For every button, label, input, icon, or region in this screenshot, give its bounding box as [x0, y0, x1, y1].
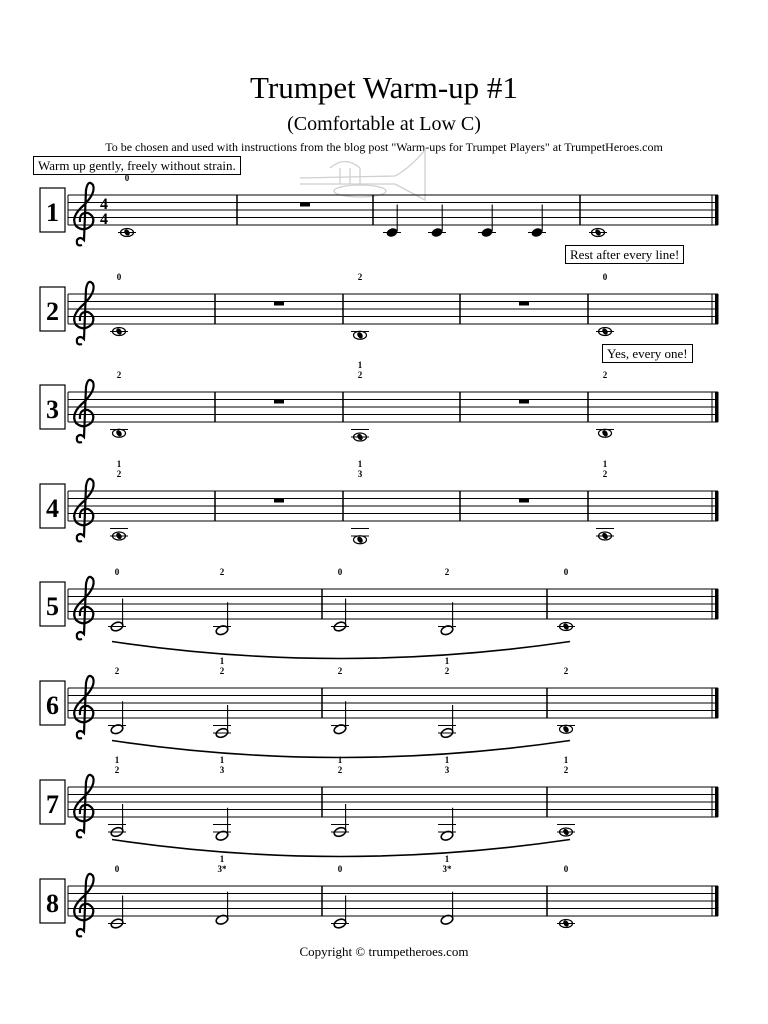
- final-barline-thick: [715, 491, 719, 521]
- fingering-label: 1 2: [116, 459, 122, 479]
- fingering-label: 1 2: [219, 656, 225, 676]
- fingering-label: 2: [116, 370, 122, 380]
- staff-line-4: [40, 459, 719, 544]
- treble-clef-icon: [74, 479, 93, 542]
- fingering-label: 1 2: [357, 360, 363, 380]
- whole-rest: [519, 499, 529, 503]
- line-number: 8: [46, 889, 59, 918]
- whole-note: [113, 429, 126, 437]
- staff-line-7: [40, 755, 719, 857]
- line-number: 7: [46, 790, 59, 819]
- final-barline-thick: [715, 195, 719, 225]
- line-number: 4: [46, 494, 59, 523]
- treble-clef-icon: [74, 676, 93, 739]
- fingering-label: 1 3*: [442, 854, 452, 874]
- whole-note: [354, 536, 367, 544]
- fingering-label: 0: [337, 864, 343, 874]
- fingering-label: 1 2: [114, 755, 120, 775]
- final-barline-thick: [715, 688, 719, 718]
- fingering-label: 2: [219, 567, 225, 577]
- whole-rest: [274, 499, 284, 503]
- whole-note: [560, 725, 573, 733]
- fingering-label: 0: [114, 864, 120, 874]
- staff-line-8: [40, 854, 719, 936]
- whole-rest: [274, 400, 284, 404]
- fingering-label: 0: [116, 272, 122, 282]
- fingering-label: 2: [114, 666, 120, 676]
- staff-line-2: [40, 272, 719, 344]
- staff-line-6: [40, 656, 719, 758]
- treble-clef-icon: [74, 874, 93, 937]
- note-rest-after-line: Rest after every line!: [565, 245, 684, 264]
- final-barline-thick: [715, 886, 719, 916]
- staff-line-3: [40, 360, 719, 442]
- whole-note: [599, 429, 612, 437]
- fingering-label: 1 3: [444, 755, 450, 775]
- whole-rest: [300, 203, 310, 207]
- line-number: 5: [46, 592, 59, 621]
- fingering-label: 0: [114, 567, 120, 577]
- treble-clef-icon: [74, 183, 93, 246]
- time-signature-top: 4: [100, 196, 108, 213]
- page-subtitle: (Comfortable at Low C): [287, 113, 481, 135]
- fingering-label: 0: [337, 567, 343, 577]
- page-title: Trumpet Warm-up #1: [250, 70, 518, 105]
- line-number: 2: [46, 297, 59, 326]
- fingering-label: 0: [602, 272, 608, 282]
- fingering-label: 0: [563, 864, 569, 874]
- fingering-label: 2: [602, 370, 608, 380]
- line-number: 6: [46, 691, 59, 720]
- treble-clef-icon: [74, 775, 93, 838]
- fingering-label: 1 2: [444, 656, 450, 676]
- whole-rest: [519, 400, 529, 404]
- treble-clef-icon: [74, 380, 93, 443]
- final-barline-thick: [715, 589, 719, 619]
- note-yes-every-one: Yes, every one!: [602, 344, 693, 363]
- fingering-label: 1 2: [563, 755, 569, 775]
- fingering-label: 1 2: [337, 755, 343, 775]
- whole-rest: [519, 302, 529, 306]
- line-number: 1: [46, 198, 59, 227]
- whole-rest: [274, 302, 284, 306]
- final-barline-thick: [715, 787, 719, 817]
- slur: [112, 642, 570, 659]
- fingering-label: 2: [357, 272, 363, 282]
- fingering-label: 0: [563, 567, 569, 577]
- trumpet-watermark-icon: [300, 150, 425, 200]
- treble-clef-icon: [74, 577, 93, 640]
- fingering-label: 2: [563, 666, 569, 676]
- copyright-footer: Copyright © trumpetheroes.com: [299, 944, 469, 959]
- final-barline-thick: [715, 294, 719, 324]
- treble-clef-icon: [74, 282, 93, 345]
- staff-line-5: [40, 567, 719, 659]
- fingering-label: 1 2: [602, 459, 608, 479]
- slur: [112, 840, 570, 857]
- final-barline-thick: [715, 392, 719, 422]
- time-signature-bottom: 4: [100, 211, 108, 228]
- note-warm-up-gently: Warm up gently, freely without strain.: [33, 156, 241, 175]
- fingering-label: 2: [444, 567, 450, 577]
- fingering-label: 2: [337, 666, 343, 676]
- fingering-label: 1 3*: [217, 854, 227, 874]
- line-number: 3: [46, 395, 59, 424]
- whole-note: [354, 331, 367, 339]
- fingering-label: 0: [124, 173, 130, 183]
- fingering-label: 1 3: [357, 459, 363, 479]
- fingering-label: 1 3: [219, 755, 225, 775]
- intro-text: To be chosen and used with instructions from the blog post "Warm-ups for Trumpet Players" at TrumpetHeroes.com: [105, 140, 663, 154]
